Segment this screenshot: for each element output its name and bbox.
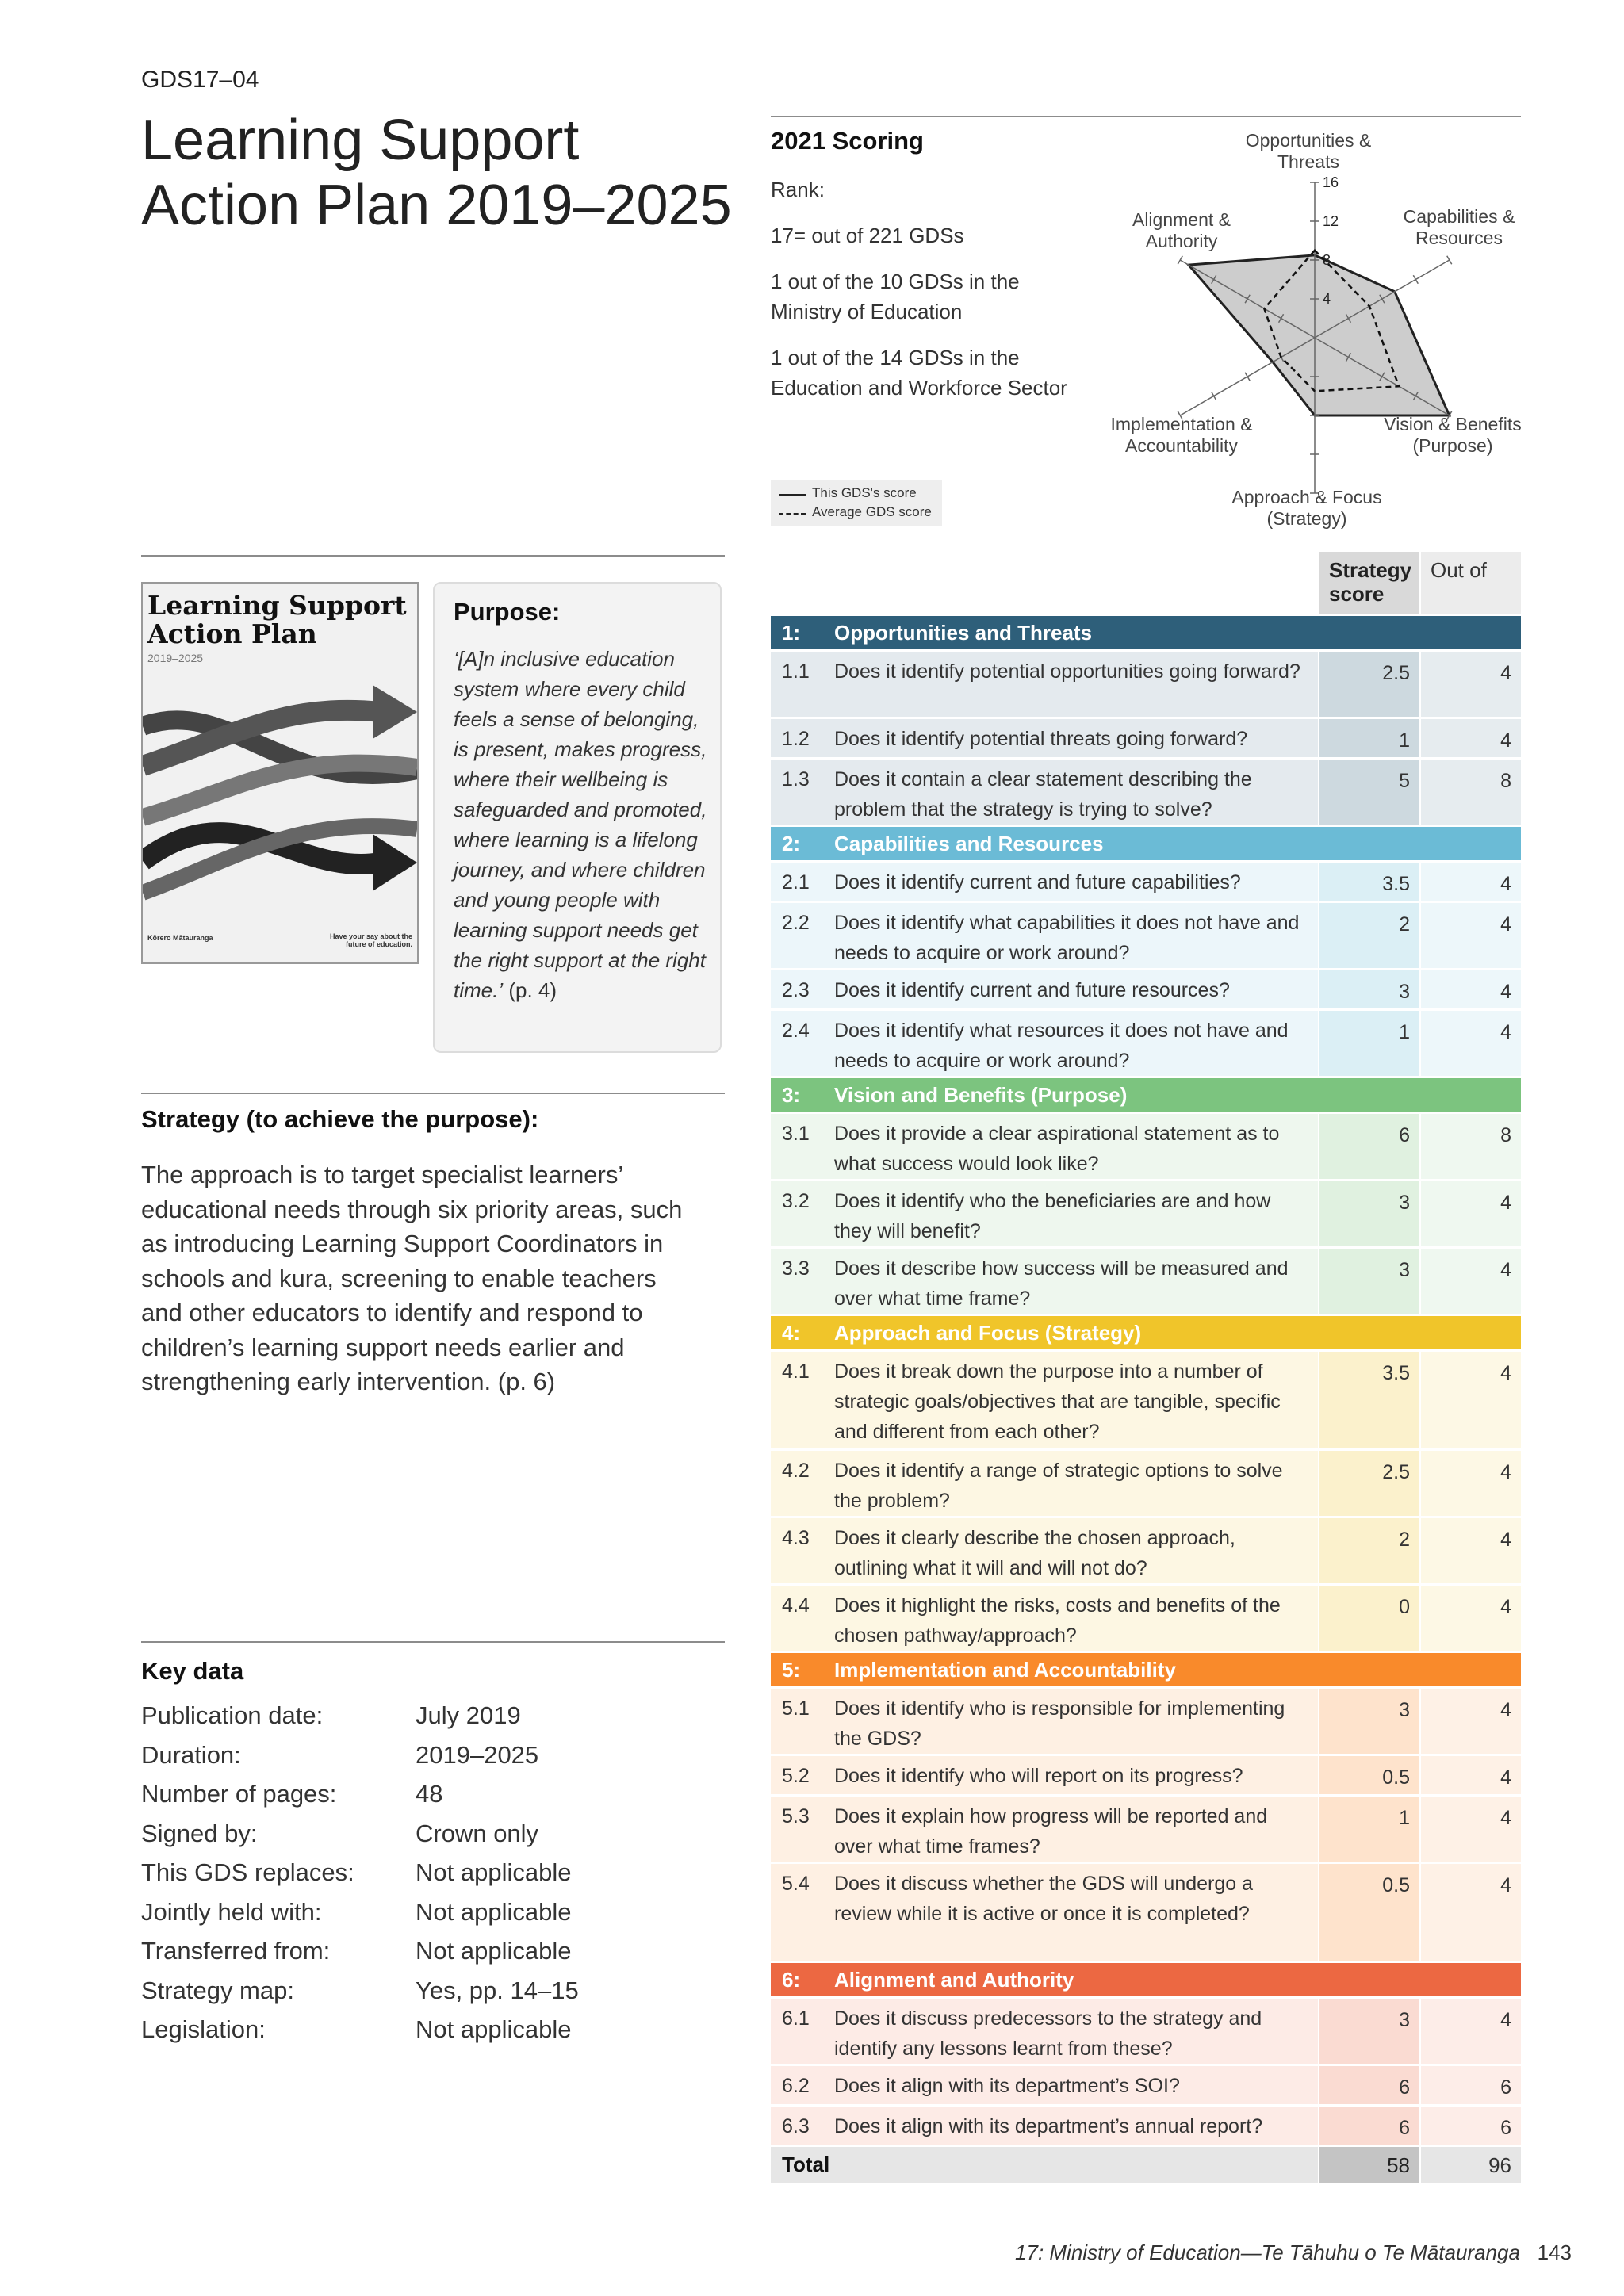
question-number: 5.2	[782, 1765, 810, 1787]
score-cell	[1320, 1114, 1419, 1179]
strategy-score: 2.5	[1382, 1461, 1410, 1483]
section-title: Capabilities and Resources	[834, 832, 1104, 855]
score-table	[771, 552, 1521, 2183]
question-cell	[771, 970, 1318, 1008]
out-of-cell	[1421, 970, 1521, 1008]
section-header	[771, 1963, 1521, 1996]
total-label-cell	[771, 2147, 1318, 2183]
divider	[141, 1641, 725, 1643]
key-data-value: Not applicable	[416, 2015, 572, 2043]
table-row	[771, 903, 1521, 968]
score-cell	[1320, 1181, 1419, 1246]
table-row	[771, 1586, 1521, 1651]
strategy-score: 6	[1399, 2117, 1410, 2139]
question-cell	[771, 1114, 1318, 1179]
out-of-value: 4	[1500, 873, 1511, 895]
out-of-value: 6	[1500, 2076, 1511, 2099]
cover-footer-right: Have your say about the future of education.	[329, 932, 412, 948]
out-of-cell	[1421, 719, 1521, 757]
rank-sector: 1 out of the 14 GDSs in the Education and Workforce Sector	[771, 346, 1067, 400]
score-cell	[1320, 1352, 1419, 1448]
out-of-value: 4	[1500, 1259, 1511, 1281]
score-cell	[1320, 1249, 1419, 1314]
table-row	[771, 1999, 1521, 2064]
cover-footer-left: Kōrero Mātauranga	[147, 934, 213, 942]
strategy-score: 1	[1399, 1807, 1410, 1829]
question-text: Does it identify what capabilities it does not have and needs to acquire or work around?	[834, 912, 1300, 964]
table-row	[771, 863, 1521, 901]
out-of-cell	[1421, 1451, 1521, 1516]
question-cell	[771, 1689, 1318, 1754]
axis-label-approach: Approach & Focus (Strategy)	[1231, 487, 1382, 529]
key-data-row	[141, 1701, 712, 1740]
out-of-cell	[1421, 1181, 1521, 1246]
key-data-value: 48	[416, 1780, 443, 1808]
key-data-key: Number of pages:	[141, 1780, 337, 1808]
key-data-key: Jointly held with:	[141, 1897, 322, 1926]
radar-tick	[1413, 275, 1418, 283]
question-cell	[771, 1249, 1318, 1314]
strategy-score: 2.5	[1382, 662, 1410, 684]
score-cell	[1320, 1689, 1419, 1754]
out-of-cell	[1421, 760, 1521, 825]
out-of-value: 4	[1500, 913, 1511, 936]
table-row	[771, 1518, 1521, 1583]
score-cell	[1320, 1797, 1419, 1862]
out-of-value: 4	[1500, 1699, 1511, 1721]
strategy-score: 3	[1399, 1699, 1410, 1721]
strategy-score: 2	[1399, 913, 1410, 936]
question-text: Does it provide a clear aspirational statement as to what success would look like?	[834, 1123, 1280, 1175]
section-header	[771, 1316, 1521, 1349]
legend-label: This GDS's score	[812, 485, 917, 500]
rank-overall: 17= out of 221 GDSs	[771, 224, 964, 247]
col-header-score: Strategy score	[1320, 552, 1419, 614]
question-number: 1.2	[782, 728, 810, 750]
section-title: Alignment and Authority	[834, 1968, 1074, 1992]
question-text: Does it discuss whether the GDS will undergo a review while it is active or once it is completed?	[834, 1873, 1254, 1925]
question-cell	[771, 760, 1318, 825]
table-row	[771, 1864, 1521, 1961]
cover-title: Learning Support Action Plan	[147, 590, 407, 649]
section-header	[771, 1653, 1521, 1686]
out-of-value: 4	[1500, 1192, 1511, 1214]
out-of-value: 4	[1500, 729, 1511, 752]
key-data-key: Legislation:	[141, 2015, 266, 2043]
question-cell	[771, 2066, 1318, 2104]
table-total-row	[771, 2147, 1521, 2183]
question-text: Does it contain a clear statement describing the problem that the strategy is trying to solve?	[834, 768, 1252, 821]
axis-label-vision: Vision & Benefits (Purpose)	[1384, 414, 1522, 456]
question-text: Does it explain how progress will be reported and over what time frames?	[834, 1805, 1268, 1858]
strategy-score: 5	[1399, 770, 1410, 792]
radar-tick-label: 12	[1323, 213, 1339, 229]
question-text: Does it identify current and future capabilities?	[834, 871, 1241, 894]
purpose-label: Purpose:	[454, 598, 561, 626]
key-data-row	[141, 1898, 712, 1937]
table-row	[771, 1756, 1521, 1794]
section-header	[771, 827, 1521, 860]
score-cell	[1320, 863, 1419, 901]
chart-legend	[771, 480, 942, 526]
question-text: Does it identify what resources it does not have and needs to acquire or work around?	[834, 1020, 1289, 1072]
strategy-label: Strategy (to achieve the purpose):	[141, 1105, 539, 1133]
key-data-value: Yes, pp. 14–15	[416, 1976, 579, 2004]
table-row	[771, 760, 1521, 825]
question-text: Does it identify who is responsible for implementing the GDS?	[834, 1697, 1285, 1750]
total-score: 58	[1387, 2153, 1410, 2177]
strategy-score: 3	[1399, 1259, 1410, 1281]
purpose-ref: (p. 4)	[503, 978, 557, 1002]
out-of-value: 4	[1500, 1596, 1511, 1618]
score-cell	[1320, 1864, 1419, 1961]
section-title: Vision and Benefits (Purpose)	[834, 1083, 1128, 1107]
document-code: GDS17–04	[141, 67, 259, 93]
key-data-value: Not applicable	[416, 1858, 572, 1886]
question-number: 5.3	[782, 1805, 810, 1827]
table-row	[771, 1797, 1521, 1862]
out-of-cell	[1421, 1586, 1521, 1651]
out-of-cell	[1421, 1756, 1521, 1794]
radar-tick-label: 4	[1323, 291, 1331, 307]
key-data-label: Key data	[141, 1657, 244, 1685]
question-number: 1.1	[782, 660, 810, 683]
total-out-cell	[1421, 2147, 1521, 2183]
question-text: Does it break down the purpose into a number of strategic goals/objectives that are tangible, specific and different from each other?	[834, 1360, 1281, 1443]
out-of-cell	[1421, 1352, 1521, 1448]
question-cell	[771, 1756, 1318, 1794]
question-text: Does it identify who will report on its progress?	[834, 1765, 1243, 1787]
axis-label-capabilities: Capabilities & Resources	[1403, 206, 1515, 248]
table-body	[771, 616, 1521, 2145]
question-cell	[771, 652, 1318, 717]
score-cell	[1320, 903, 1419, 968]
out-of-value: 4	[1500, 2009, 1511, 2031]
question-text: Does it identify potential opportunities going forward?	[834, 660, 1300, 683]
table-row	[771, 1689, 1521, 1754]
strategy-score: 3	[1399, 1192, 1410, 1214]
strategy-score: 1	[1399, 1021, 1410, 1043]
cover-years: 2019–2025	[147, 652, 204, 664]
out-of-cell	[1421, 903, 1521, 968]
out-of-value: 4	[1500, 1874, 1511, 1896]
section-title: Opportunities and Threats	[834, 621, 1093, 645]
key-data-row	[141, 2015, 712, 2054]
total-score-cell	[1320, 2147, 1419, 2183]
page-footer	[1015, 2241, 1572, 2265]
purpose-quote: ‘[A]n inclusive education system where every child feels a sense of belonging, is present, makes progress, where their wellbeing is safeguarded and promoted, where learning is a lifelong journey, and where children and young people with learning support needs get the right support at the right time.’	[454, 647, 707, 1002]
key-data-row	[141, 1741, 712, 1780]
strategy-score: 3.5	[1382, 873, 1410, 895]
question-cell	[771, 1011, 1318, 1076]
section-header	[771, 1078, 1521, 1112]
out-of-cell	[1421, 2107, 1521, 2145]
out-of-value: 4	[1500, 1529, 1511, 1551]
out-of-cell	[1421, 1011, 1521, 1076]
out-of-cell	[1421, 1689, 1521, 1754]
table-header	[771, 552, 1521, 614]
strategy-score: 0.5	[1382, 1874, 1410, 1896]
key-data-value: July 2019	[416, 1701, 521, 1729]
question-number: 2.3	[782, 979, 810, 1001]
question-number: 3.1	[782, 1123, 810, 1145]
rank-label: Rank:	[771, 178, 825, 201]
axis-label-opportunities: Opportunities & Threats	[1245, 130, 1372, 172]
section-number: 6:	[782, 1968, 801, 1992]
question-text: Does it identify who the beneficiaries are and how they will benefit?	[834, 1190, 1271, 1242]
question-cell	[771, 719, 1318, 757]
question-number: 5.4	[782, 1873, 810, 1895]
section-number: 3:	[782, 1083, 801, 1107]
footer-text: 17: Ministry of Education—Te Tāhuhu o Te Mātauranga	[1015, 2241, 1520, 2264]
key-data-key: This GDS replaces:	[141, 1858, 354, 1886]
question-number: 2.1	[782, 871, 810, 894]
document-cover-image	[141, 582, 419, 964]
score-cell	[1320, 2107, 1419, 2145]
out-of-cell	[1421, 1518, 1521, 1583]
radar-tick	[1178, 256, 1182, 264]
out-of-value: 4	[1500, 1461, 1511, 1483]
question-text: Does it align with its department’s SOI?	[834, 2075, 1180, 2097]
radar-tick	[1212, 392, 1216, 400]
score-cell	[1320, 719, 1419, 757]
out-of-value: 8	[1500, 1124, 1511, 1146]
strategy-score: 0	[1399, 1596, 1410, 1618]
out-of-cell	[1421, 1797, 1521, 1862]
legend-dashed-line	[779, 513, 806, 515]
question-cell	[771, 1181, 1318, 1246]
question-number: 1.3	[782, 768, 810, 790]
out-of-value: 4	[1500, 981, 1511, 1003]
question-number: 6.2	[782, 2075, 810, 2097]
question-number: 6.1	[782, 2007, 810, 2030]
question-text: Does it identify potential threats going forward?	[834, 728, 1248, 750]
key-data-row	[141, 1780, 712, 1819]
section-number: 1:	[782, 621, 801, 645]
out-of-value: 4	[1500, 1362, 1511, 1384]
question-cell	[771, 863, 1318, 901]
question-cell	[771, 1999, 1318, 2064]
question-number: 3.2	[782, 1190, 810, 1212]
table-row	[771, 1352, 1521, 1448]
strategy-score: 3.5	[1382, 1362, 1410, 1384]
out-of-cell	[1421, 1249, 1521, 1314]
question-cell	[771, 1518, 1318, 1583]
key-data-value: Crown only	[416, 1819, 539, 1847]
question-text: Does it align with its department’s annual report?	[834, 2115, 1263, 2137]
section-title: Approach and Focus (Strategy)	[834, 1321, 1142, 1345]
question-cell	[771, 1451, 1318, 1516]
question-cell	[771, 1352, 1318, 1448]
score-cell	[1320, 1999, 1419, 2064]
section-number: 5:	[782, 1658, 801, 1682]
out-of-cell	[1421, 1864, 1521, 1961]
question-number: 4.3	[782, 1527, 810, 1549]
divider	[141, 1093, 725, 1094]
question-number: 5.1	[782, 1697, 810, 1720]
table-row	[771, 719, 1521, 757]
score-cell	[1320, 1586, 1419, 1651]
table-row	[771, 1249, 1521, 1314]
score-cell	[1320, 2066, 1419, 2104]
key-data-key: Publication date:	[141, 1701, 324, 1729]
out-of-value: 6	[1500, 2117, 1511, 2139]
strategy-score: 1	[1399, 729, 1410, 752]
axis-label-implementation: Implementation & Accountability	[1110, 414, 1253, 456]
total-out-of: 96	[1488, 2153, 1511, 2177]
scoring-title: 2021 Scoring	[771, 127, 924, 155]
strategy-score: 6	[1399, 2076, 1410, 2099]
col-header-out-of: Out of	[1421, 552, 1521, 614]
question-cell	[771, 1864, 1318, 1961]
score-cell	[1320, 1451, 1419, 1516]
question-cell	[771, 2107, 1318, 2145]
question-text: Does it identify current and future resources?	[834, 979, 1230, 1001]
question-number: 2.4	[782, 1020, 810, 1042]
radar-tick	[1245, 373, 1250, 381]
question-text: Does it describe how success will be measured and over what time frame?	[834, 1257, 1289, 1310]
key-data-row	[141, 1976, 712, 2015]
key-data-value: 2019–2025	[416, 1740, 539, 1769]
question-cell	[771, 1586, 1318, 1651]
section-title: Implementation and Accountability	[834, 1658, 1176, 1682]
table-row	[771, 1181, 1521, 1246]
strategy-score: 3	[1399, 981, 1410, 1003]
key-data-row	[141, 1858, 712, 1897]
total-label: Total	[782, 2152, 830, 2176]
table-row	[771, 1451, 1521, 1516]
question-text: Does it discuss predecessors to the strategy and identify any lessons learnt from these?	[834, 2007, 1262, 2060]
purpose-text	[454, 644, 715, 1005]
section-number: 2:	[782, 832, 801, 855]
out-of-cell	[1421, 1999, 1521, 2064]
strategy-score: 3	[1399, 2009, 1410, 2031]
section-number: 4:	[782, 1321, 801, 1345]
strategy-score: 6	[1399, 1124, 1410, 1146]
score-cell	[1320, 1011, 1419, 1076]
radar-chart	[0, 0, 1624, 555]
axis-label-alignment: Alignment & Authority	[1132, 209, 1231, 251]
question-number: 4.2	[782, 1460, 810, 1482]
divider	[141, 555, 725, 557]
out-of-cell	[1421, 1114, 1521, 1179]
key-data-key: Strategy map:	[141, 1976, 294, 2004]
legend-label: Average GDS score	[812, 504, 932, 519]
radar-tick-label: 16	[1323, 174, 1339, 190]
question-number: 4.4	[782, 1594, 810, 1617]
key-data-key: Duration:	[141, 1740, 241, 1769]
out-of-value: 8	[1500, 770, 1511, 792]
question-text: Does it identify a range of strategic options to solve the problem?	[834, 1460, 1283, 1512]
rank-department: 1 out of the 10 GDSs in the Ministry of Education	[771, 270, 1020, 323]
key-data-value: Not applicable	[416, 1897, 572, 1926]
out-of-value: 4	[1500, 662, 1511, 684]
out-of-cell	[1421, 2066, 1521, 2104]
question-number: 6.3	[782, 2115, 810, 2137]
question-number: 3.3	[782, 1257, 810, 1280]
score-cell	[1320, 760, 1419, 825]
cover-arrows-graphic	[143, 679, 417, 909]
key-data-value: Not applicable	[416, 1937, 572, 1965]
out-of-cell	[1421, 652, 1521, 717]
page-number: 143	[1537, 2241, 1572, 2264]
question-cell	[771, 1797, 1318, 1862]
out-of-value: 4	[1500, 1021, 1511, 1043]
table-row	[771, 2066, 1521, 2104]
key-data-key: Transferred from:	[141, 1937, 331, 1965]
table-row	[771, 970, 1521, 1008]
key-data-key: Signed by:	[141, 1819, 258, 1847]
score-cell	[1320, 652, 1419, 717]
question-number: 2.2	[782, 912, 810, 934]
page-title: Learning Support Action Plan 2019–2025	[141, 109, 732, 237]
key-data-row	[141, 1820, 712, 1858]
question-number: 4.1	[782, 1360, 810, 1383]
strategy-score: 0.5	[1382, 1766, 1410, 1789]
question-text: Does it clearly describe the chosen approach, outlining what it will and will not do?	[834, 1527, 1235, 1579]
strategy-text: The approach is to target specialist learners’ educational needs through six priority areas, such as introducing Learning Support Coordinators in schools and kura, screening to enable teachers and other educators to identify and respond to children’s learning support needs earlier and strengthening early intervention. (p. 6)	[141, 1161, 683, 1395]
legend-solid-line	[779, 494, 806, 496]
strategy-score: 2	[1399, 1529, 1410, 1551]
out-of-value: 4	[1500, 1766, 1511, 1789]
radar-tick-label: 8	[1323, 252, 1331, 268]
table-row	[771, 1011, 1521, 1076]
radar-tick	[1447, 256, 1452, 264]
purpose-box	[433, 582, 722, 1053]
question-cell	[771, 903, 1318, 968]
out-of-cell	[1421, 863, 1521, 901]
score-cell	[1320, 1518, 1419, 1583]
question-text: Does it highlight the risks, costs and benefits of the chosen pathway/approach?	[834, 1594, 1281, 1647]
score-cell	[1320, 970, 1419, 1008]
table-row	[771, 1114, 1521, 1179]
score-cell	[1320, 1756, 1419, 1794]
table-row	[771, 2107, 1521, 2145]
section-header	[771, 616, 1521, 649]
out-of-value: 4	[1500, 1807, 1511, 1829]
table-row	[771, 652, 1521, 717]
key-data-row	[141, 1937, 712, 1976]
